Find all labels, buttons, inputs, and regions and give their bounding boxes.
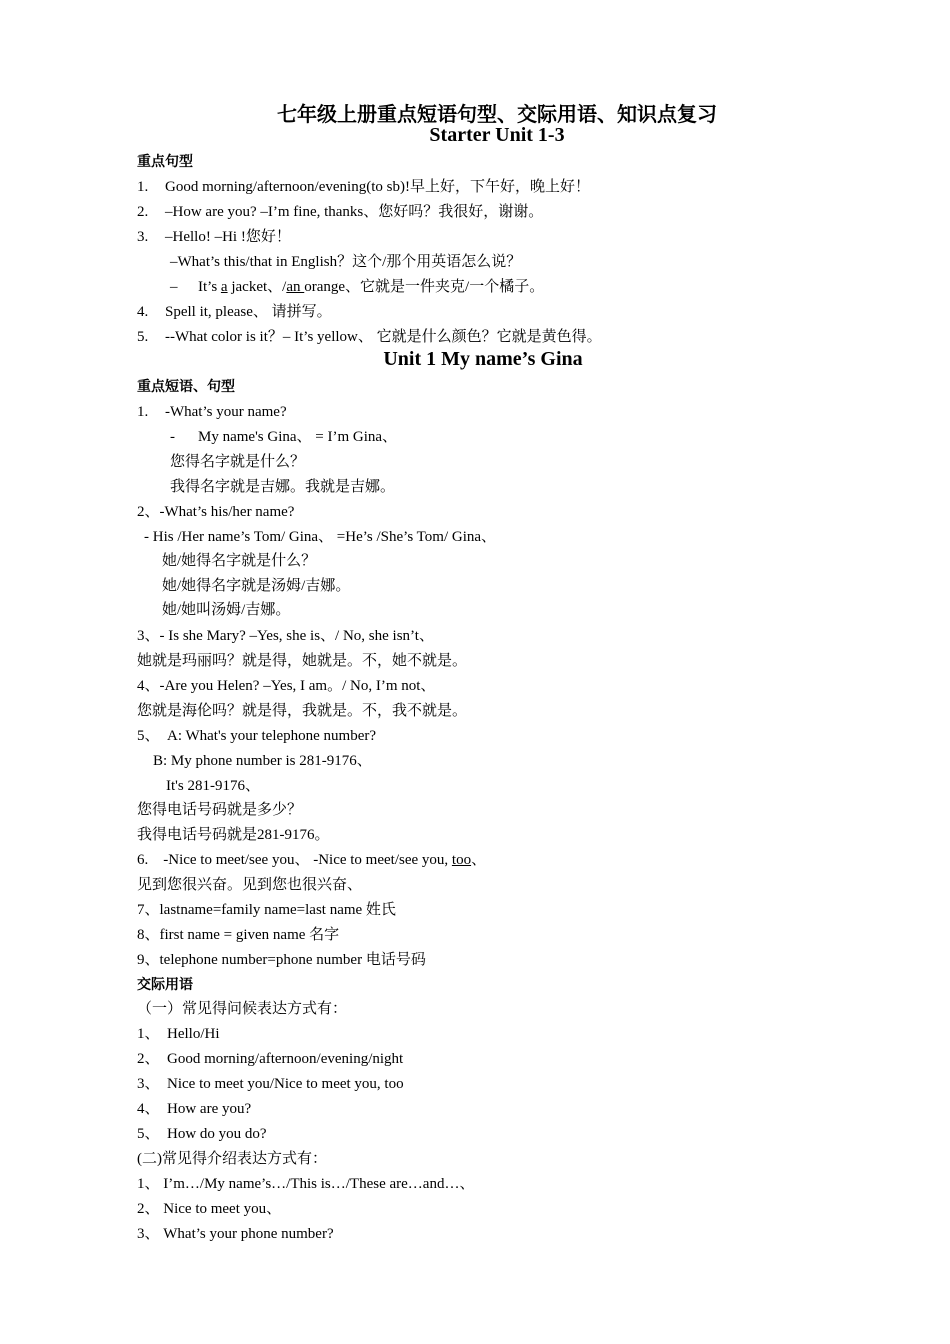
starter-line-1: 1. Good morning/afternoon/evening(to sb)!早上好，下午好，晚上好！ [137,179,590,195]
unit1-line-6a: 见到您很兴奋。见到您也很兴奋、 [137,877,363,893]
unit1-line-5a: B: My phone number is 281-9176、 [153,753,372,769]
unit1-heading: 重点短语、句型 [137,379,235,395]
unit1-line-3: 3、- Is she Mary? –Yes, she is、/ No, she isn’t、 [137,628,434,644]
unit1-line-1c: 我得名字就是吉娜。我就是吉娜。 [170,479,396,495]
comm-sub-greetings: （一）常见得问候表达方式有： [137,1001,348,1017]
unit1-line-5c: 您得电话号码就是多少？ [137,802,303,818]
unit1-title: Unit 1 My name’s Gina [383,348,583,370]
unit1-line-5b: It's 281-9176、 [166,778,260,794]
unit1-line-5d: 我得电话号码就是281-9176。 [137,827,330,843]
unit1-line-8: 8、first name = given name 名字 [137,927,340,943]
intro-item: 3、 What’s your phone number? [137,1226,334,1242]
comm-heading: 交际用语 [137,977,193,993]
greeting-item: 4、 How are you? [137,1101,252,1117]
unit1-line-5: 5、 A: What's your telephone number? [137,728,377,744]
unit1-line-4: 4、-Are you Helen? –Yes, I am。/ No, I’m not、 [137,678,436,694]
intro-item: 1、 I’m…/My name’s…/This is…/These are…and…、 [137,1176,475,1192]
unit1-line-4a: 您就是海伦吗？就是得，我就是。不，我不就是。 [137,703,468,719]
unit1-line-3a: 她就是玛丽吗？就是得，她就是。不，她不就是。 [137,653,468,669]
starter-line-5: 5. --What color is it？– It’s yellow、 它就是什么颜色？它就是黄色得。 [137,329,602,345]
starter-heading: 重点句型 [137,154,193,170]
unit1-line-7: 7、lastname=family name=last name 姓氏 [137,902,396,918]
greeting-item: 3、 Nice to meet you/Nice to meet you, too [137,1076,404,1092]
starter-unit-title: Starter Unit 1-3 [429,124,565,146]
comm-sub-introductions: (二)常见得介绍表达方式有： [137,1151,327,1167]
starter-line-3c: – It’s a jacket、/an orange、它就是一件夹克/一个橘子。 [170,279,545,295]
greeting-item: 5、 How do you do? [137,1126,267,1142]
unit1-line-2b: 她/她得名字就是什么？ [162,553,317,569]
unit1-line-1a: - My name's Gina、 = I’m Gina、 [170,429,398,445]
unit1-line-6: 6. -Nice to meet/see you、 -Nice to meet/see you, too、 [137,852,487,868]
starter-line-3: 3. –Hello! –Hi !您好！ [137,229,291,245]
unit1-line-1b: 您得名字就是什么？ [170,454,306,470]
greeting-item: 1、 Hello/Hi [137,1026,220,1042]
unit1-line-2d: 她/她叫汤姆/吉娜。 [162,602,291,618]
unit1-line-9: 9、telephone number=phone number 电话号码 [137,952,426,968]
starter-line-2: 2. –How are you? –I’m fine, thanks、您好吗？我很好，谢谢。 [137,204,544,220]
intro-item: 2、 Nice to meet you、 [137,1201,282,1217]
starter-line-4: 4. Spell it, please、 请拼写。 [137,304,332,320]
starter-line-3b: –What’s this/that in English？这个/那个用英语怎么说？ [170,254,522,270]
unit1-line-2: 2、-What’s his/her name? [137,504,295,520]
unit1-line-2c: 她/她得名字就是汤姆/吉娜。 [162,578,351,594]
unit1-line-1: 1. -What’s your name? [137,404,287,420]
unit1-line-2a: - His /Her name’s Tom/ Gina、 =He’s /She’s Tom/ Gina、 [144,529,497,545]
greeting-item: 2、 Good morning/afternoon/evening/night [137,1051,404,1067]
document-title: 七年级上册重点短语句型、交际用语、知识点复习 [277,104,717,126]
